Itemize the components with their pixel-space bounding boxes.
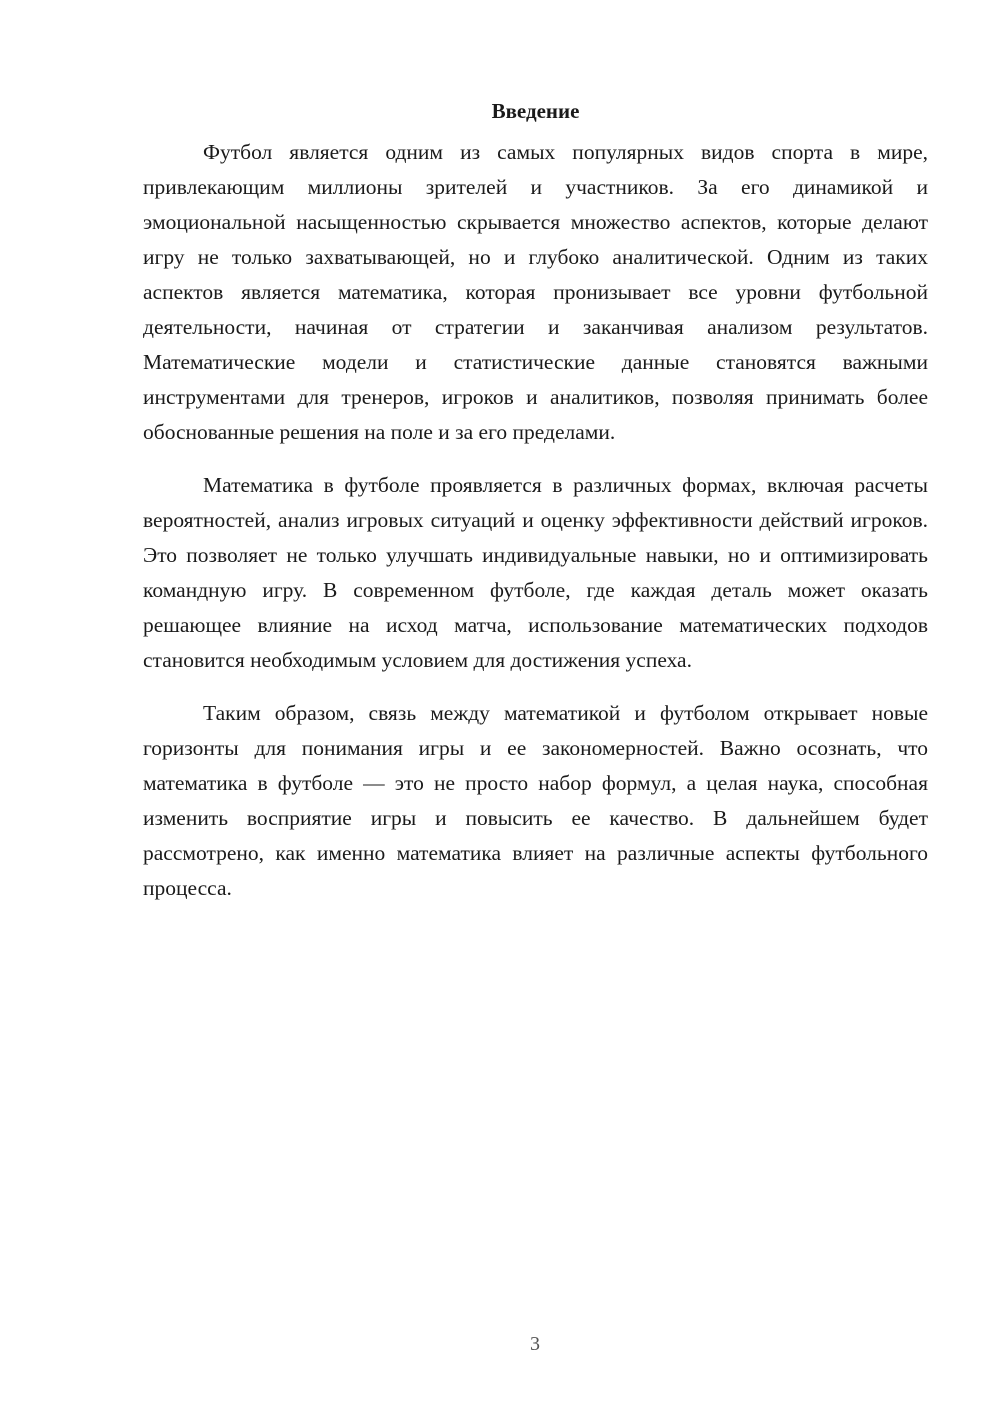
document-body [143,96,928,924]
page-number: 3 [530,1333,540,1355]
section-heading: Введение [491,99,580,123]
paragraph-1: Футбол является одним из самых популярных видов спорта в мире, привлекающим миллионы зрителей и участников. За его динамикой и эмоциональной насыщенностью скрывается множество аспектов, которые делают игру не только захватывающей, но и глубоко аналитической. Одним из таких аспектов является математика, которая пронизывает все уровни футбольной деятельности, начиная от стратегии и заканчивая анализом результатов. Математические модели и статистические данные становятся важными инструментами для тренеров, игроков и аналитиков, позволяя принимать более обоснованные решения на поле и за его пределами. [143,140,928,444]
paragraph-2: Математика в футболе проявляется в различных формах, включая расчеты вероятностей, анализ игровых ситуаций и оценку эффективности действий игроков. Это позволяет не только улучшать индивидуальные навыки, но и оптимизировать командную игру. В современном футболе, где каждая деталь может оказать решающее влияние на исход матча, использование математических подходов становится необходимым условием для достижения успеха. [143,473,928,672]
paragraph-3: Таким образом, связь между математикой и футболом открывает новые горизонты для понимания игры и ее закономерностей. Важно осознать, что математика в футболе — это не просто набор формул, а целая наука, способная изменить восприятие игры и повысить ее качество. В дальнейшем будет рассмотрено, как именно математика влияет на различные аспекты футбольного процесса. [143,701,928,900]
